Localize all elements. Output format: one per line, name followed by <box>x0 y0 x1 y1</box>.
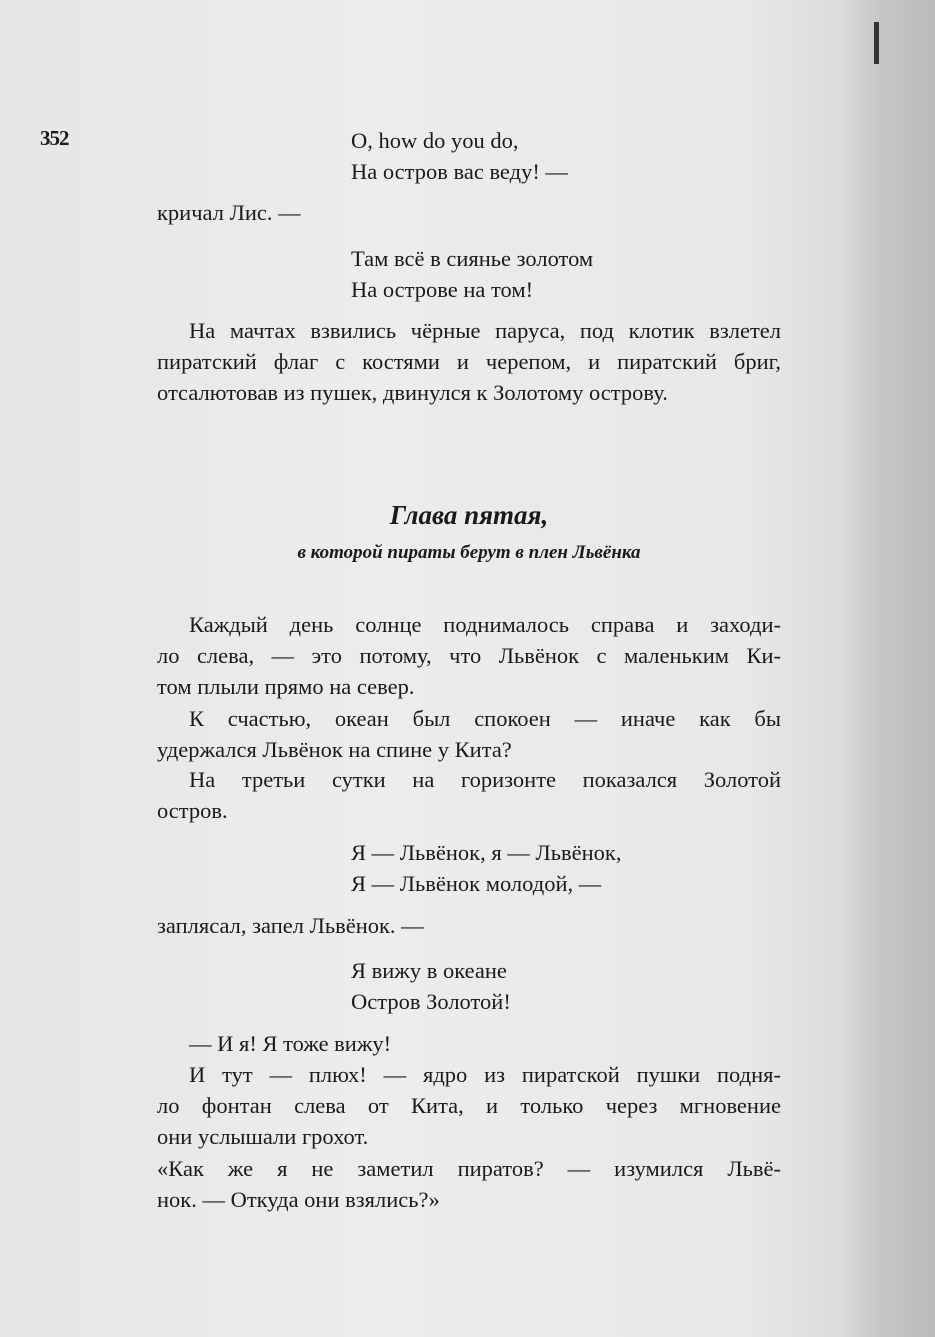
narration-text: кричал Лис. — <box>157 200 301 225</box>
page-binding-shadow <box>840 0 935 1337</box>
text-line: ло фонтан слева от Кита, и только через мгновение <box>157 1093 781 1118</box>
verse-line: Там всё в сиянье золотом <box>351 246 594 271</box>
paragraph-1 <box>157 315 781 408</box>
text-line: К счастью, океан был спокоен — иначе как бы <box>189 706 781 731</box>
verse-line: На остров вас веду! — <box>351 159 568 184</box>
page-number: 352 <box>40 126 69 150</box>
text-line: удержался Львёнок на спине у Кита? <box>157 737 512 762</box>
text-line: Каждый день солнце поднималось справа и заходи- <box>189 612 781 637</box>
text-line: На мачтах взвились чёрные паруса, под клотик взлетел <box>189 318 781 343</box>
narration-text: заплясал, запел Львёнок. — <box>157 913 424 938</box>
verse-stanza-3 <box>351 837 621 899</box>
text-line: «Как же я не заметил пиратов? — изумился Львё- <box>157 1156 781 1181</box>
verse-line: Я вижу в океане <box>351 958 507 983</box>
chapter-title: Глава пятая, <box>389 500 549 530</box>
verse-line: Я — Львёнок, я — Львёнок, <box>351 840 622 865</box>
text-line: ло слева, — это потому, что Львёнок с маленьким Ки- <box>157 643 781 668</box>
paragraph-3 <box>157 703 781 765</box>
verse-stanza-4 <box>351 955 511 1017</box>
text-line: отсалютовав из пушек, двинулся к Золотому острову. <box>157 380 668 405</box>
text-line: остров. <box>157 798 228 823</box>
verse-line: На острове на том! <box>351 277 534 302</box>
chapter-subtitle: в которой пираты берут в плен Львёнка <box>297 542 641 563</box>
text-line: На третьи сутки на горизонте показался Золотой <box>189 767 781 792</box>
text-line: И тут — плюх! — ядро из пиратской пушки подня- <box>189 1062 781 1087</box>
text-line: пиратский флаг с костями и черепом, и пиратский бриг, <box>157 349 781 374</box>
verse-line: Остров Золотой! <box>351 989 511 1014</box>
paragraph-5 <box>157 1028 781 1059</box>
text-line: они услышали грохот. <box>157 1124 369 1149</box>
narration-line-2 <box>157 910 781 941</box>
paragraph-7 <box>157 1153 781 1215</box>
verse-stanza-2 <box>351 243 593 305</box>
verse-line: Я — Львёнок молодой, — <box>351 871 602 896</box>
paragraph-2 <box>157 609 781 702</box>
paragraph-4 <box>157 764 781 826</box>
text-line: нок. — Откуда они взялись?» <box>157 1187 440 1212</box>
text-line: том плыли прямо на север. <box>157 674 415 699</box>
narration-line-1 <box>157 197 781 228</box>
text-line: — И я! Я тоже вижу! <box>189 1031 392 1056</box>
paragraph-6 <box>157 1059 781 1152</box>
verse-stanza-1 <box>351 125 568 187</box>
verse-line: O, how do you do, <box>351 128 519 153</box>
binding-mark <box>874 22 879 64</box>
